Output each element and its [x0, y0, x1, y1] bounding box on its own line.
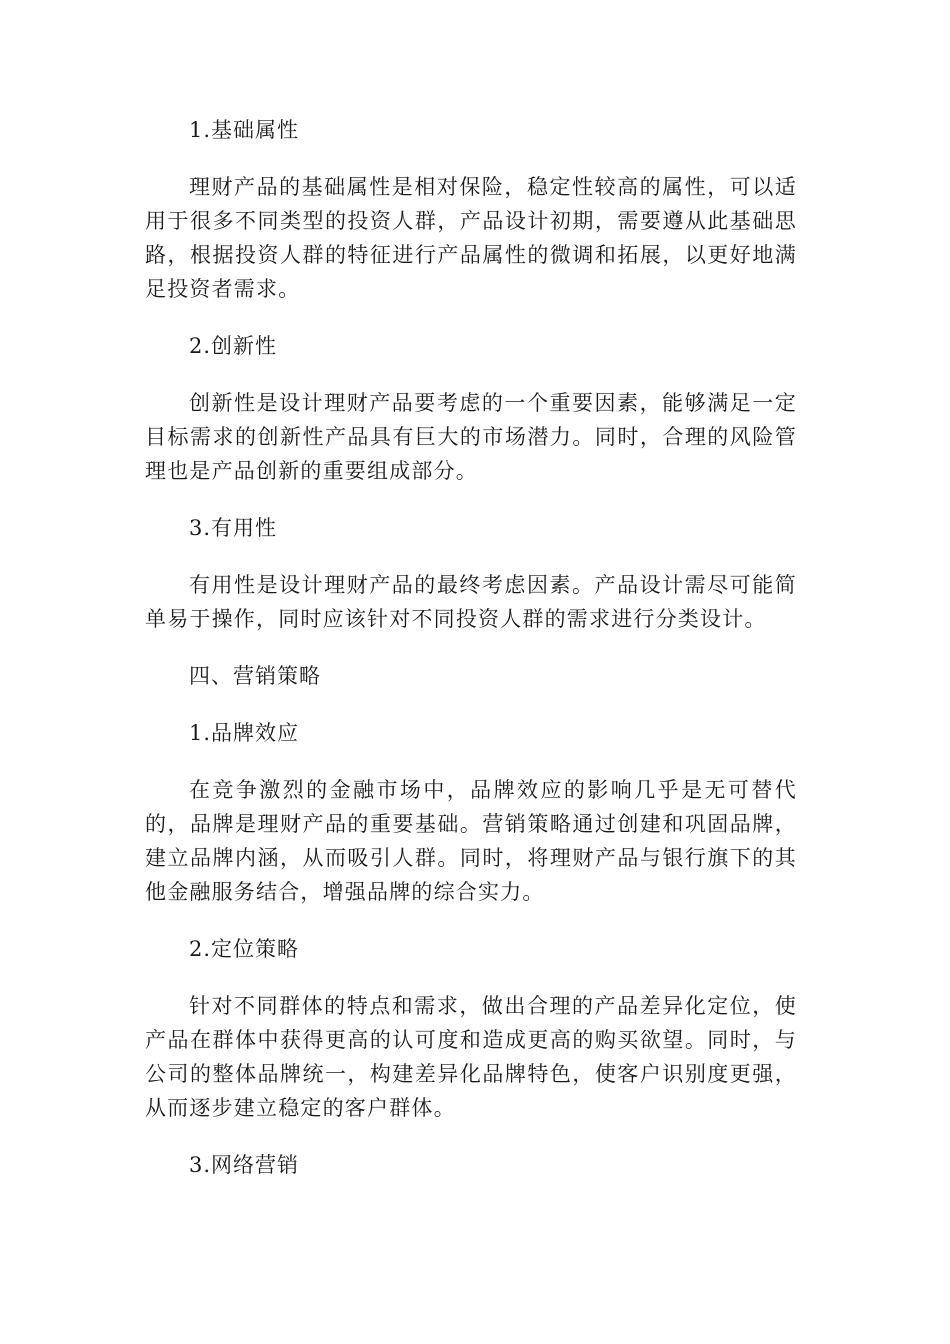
section-heading-basic-attributes: 1.基础属性 [189, 118, 300, 142]
paragraph-positioning: 针对不同群体的特点和需求，做出合理的产品差异化定位，使产品在群体中获得更高的认可度和造成更高的购买欲望。同时，与公司的整体品牌统一，构建差异化品牌特色，使客户识别度更强，从而逐步建立稳定的客户群体。 [145, 994, 797, 1120]
section-heading-positioning: 2.定位策略 [189, 937, 300, 961]
section-heading-usefulness: 3.有用性 [189, 516, 278, 540]
paragraph-basic-attributes: 理财产品的基础属性是相对保险，稳定性较高的属性，可以适用于很多不同类型的投资人群，产品设计初期，需要遵从此基础思路，根据投资人群的特征进行产品属性的微调和拓展，以更好地满足投资者需求。 [145, 175, 797, 301]
document-body [145, 113, 797, 1205]
section-heading-online-marketing: 3.网络营销 [189, 1153, 300, 1177]
section-heading-brand-effect: 1.品牌效应 [189, 721, 300, 745]
paragraph-brand-effect: 在竞争激烈的金融市场中，品牌效应的影响几乎是无可替代的，品牌是理财产品的重要基础。营销策略通过创建和巩固品牌，建立品牌内涵，从而吸引人群。同时，将理财产品与银行旗下的其他金融服务结合，增强品牌的综合实力。 [145, 778, 797, 904]
paragraph-innovation: 创新性是设计理财产品要考虑的一个重要因素，能够满足一定目标需求的创新性产品具有巨大的市场潜力。同时，合理的风险管理也是产品创新的重要组成部分。 [145, 391, 797, 483]
paragraph-usefulness: 有用性是设计理财产品的最终考虑因素。产品设计需尽可能简单易于操作，同时应该针对不同投资人群的需求进行分类设计。 [145, 573, 797, 631]
section-heading-innovation: 2.创新性 [189, 334, 278, 358]
chapter-heading-marketing-strategy: 四、营销策略 [189, 664, 321, 688]
